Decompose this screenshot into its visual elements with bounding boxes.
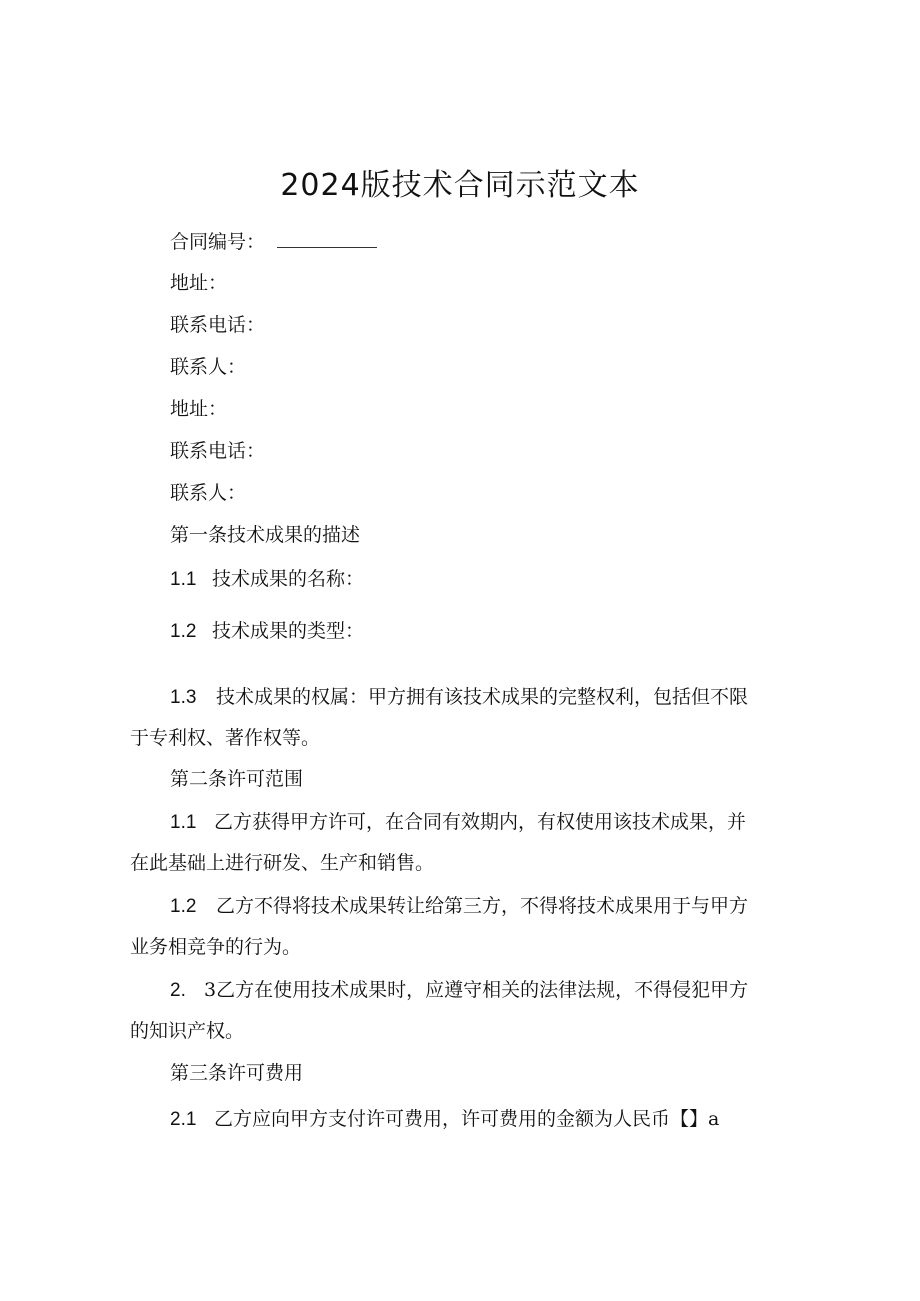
article3-item1-line1	[170, 1107, 719, 1132]
article2-item1-number: 1.1	[170, 812, 197, 833]
article1-item3-number: 1.3	[170, 687, 197, 708]
document-title: 2024版技术合同示范文本	[280, 168, 640, 203]
contract-number-row	[170, 229, 377, 254]
article1-item1-number: 1.1	[170, 569, 197, 590]
article1-item3-text-line1: 技术成果的权属：甲方拥有该技术成果的完整权利，包括但不限	[216, 686, 749, 708]
address-field-2: 地址：	[170, 398, 228, 420]
contact-field-2: 联系人：	[170, 482, 247, 504]
article2-heading: 第二条许可范围	[170, 768, 304, 790]
article2-item3-text-line1: 3乙方在使用技术成果时，应遵守相关的法律法规，不得侵犯甲方	[204, 979, 749, 1001]
contract-number-label: 合同编号：	[170, 231, 266, 253]
phone-field-1: 联系电话：	[170, 314, 266, 336]
article1-item2-number: 1.2	[170, 621, 197, 642]
article2-item2-line1	[170, 894, 748, 919]
article2-item3-text-line2: 的知识产权。	[130, 1020, 245, 1042]
article2-item3-number: 2.	[170, 980, 186, 1001]
article1-heading: 第一条技术成果的描述	[170, 524, 361, 546]
phone-field-2: 联系电话：	[170, 440, 266, 462]
article1-item2-text: 技术成果的类型：	[212, 620, 365, 642]
article2-item1-text-line2: 在此基础上进行研发、生产和销售。	[130, 852, 435, 874]
address-field-1: 地址：	[170, 272, 228, 294]
article1-item3-line1	[170, 685, 748, 710]
article2-item2-number: 1.2	[170, 896, 197, 917]
article2-item3-line1	[170, 978, 748, 1003]
contract-number-blank	[277, 229, 377, 248]
article1-item3-text-line2: 于专利权、著作权等。	[130, 727, 321, 749]
article3-heading: 第三条许可费用	[170, 1062, 304, 1084]
contact-field-1: 联系人：	[170, 356, 247, 378]
article3-item1-text-line1: 乙方应向甲方支付许可费用，许可费用的金额为人民币【】a	[214, 1108, 720, 1130]
article2-item1-line1	[170, 810, 746, 835]
article3-item1-number: 2.1	[170, 1109, 197, 1130]
article2-item2-text-line1: 乙方不得将技术成果转让给第三方，不得将技术成果用于与甲方	[216, 895, 749, 917]
article2-item1-text-line1: 乙方获得甲方许可，在合同有效期内，有权使用该技术成果，并	[214, 811, 747, 833]
article1-item1	[170, 567, 364, 592]
article1-item1-text: 技术成果的名称：	[212, 568, 365, 590]
article1-item2	[170, 619, 364, 644]
article2-item2-text-line2: 业务相竞争的行为。	[130, 936, 302, 958]
